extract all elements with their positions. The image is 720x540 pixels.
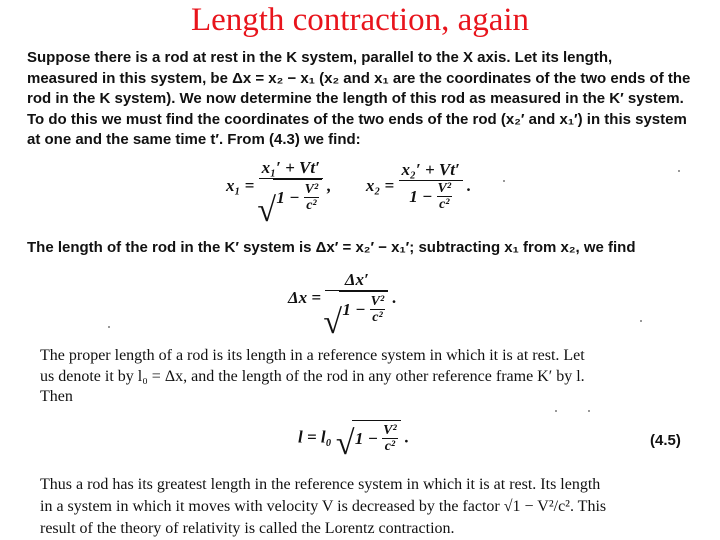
text-line: measured in this system, be Δx = x₂ − x₁ (x₂ and x₁ are the coordinates of the two ends of the: [27, 69, 691, 87]
equation-number: (4.5): [650, 432, 681, 449]
eq3-c-squared: c²: [384, 439, 396, 454]
equation-length-transform: [288, 270, 397, 326]
eq2-v-squared: V²: [370, 294, 385, 309]
scan-speck: [108, 326, 110, 328]
eq2-lhs: Δx =: [288, 288, 322, 307]
eq-v-squared: V²: [304, 182, 319, 197]
text-line: in a system in which it moves with velocity V is decreased by the factor √1 − V²/c². This: [40, 498, 607, 515]
eq3-v-squared: V²: [383, 423, 397, 438]
eq2-numerator: Δx′: [325, 270, 388, 291]
eq2-c-squared: c²: [372, 310, 383, 325]
eq-x1-lhs: x₁ =: [226, 176, 255, 195]
paragraph-subtract: [27, 238, 687, 259]
equation-coordinates: [226, 158, 471, 214]
scan-speck: [678, 170, 680, 172]
sqrt-sign: [338, 420, 401, 455]
eq-one-minus: 1 −: [276, 188, 300, 207]
text-line: The proper length of a rod is its length in a reference system in which it is at rest. Let: [40, 347, 585, 364]
equation-contraction: [298, 420, 409, 455]
scan-speck: [588, 410, 590, 412]
eq-x2-numerator: x₂′ + Vt′: [399, 160, 463, 181]
scan-speck: [640, 320, 642, 322]
text-line: Thus a rod has its greatest length in the reference system in which it is at rest. Its length: [40, 476, 601, 493]
paragraph-proper-length: [40, 346, 685, 408]
text-line: To do this we must find the coordinates of the two ends of the rod (x₂′ and x₁′) in this system: [27, 110, 687, 128]
eq2-one-minus: 1 −: [342, 300, 366, 319]
eq3-lhs: l = l₀: [298, 427, 332, 447]
slide-title: Length contraction, again: [190, 2, 530, 38]
paragraph-intro: [27, 48, 691, 151]
text-line: Suppose there is a rod at rest in the K system, parallel to the X axis. Let its length,: [27, 49, 613, 66]
eq-c-squared: c²: [439, 196, 450, 212]
eq3-end-period: .: [404, 427, 410, 447]
text-line: result of the theory of relativity is called the Lorentz contraction.: [40, 520, 455, 537]
eq-x2-fraction: [399, 160, 463, 213]
sqrt-sign: [259, 179, 322, 214]
eq-x1-numerator: x₁′ + Vt′: [259, 158, 323, 179]
eq-separator: ,: [327, 176, 332, 195]
eq-c-squared: c²: [306, 198, 317, 213]
eq-x2-lhs: x₂ =: [365, 176, 395, 195]
text-line: us denote it by l₀ = Δx, and the length of the rod in any other reference frame K′ by l.: [40, 367, 585, 385]
scan-speck: [555, 410, 557, 412]
sqrt-sign: [325, 291, 388, 326]
eq2-fraction: [325, 270, 388, 326]
eq3-one-minus: 1 −: [354, 429, 378, 448]
paragraph-conclusion: [40, 474, 688, 540]
text-line: The length of the rod in the K′ system is Δx′ = x₂′ − x₁′; subtracting x₁ from x₂, we find: [27, 239, 636, 256]
eq-x1-fraction: [259, 158, 323, 214]
eq-one-minus: 1 −: [409, 186, 433, 206]
eq2-end-period: .: [392, 288, 397, 307]
eq-end-period: .: [467, 176, 472, 195]
text-line: rod in the K system). We now determine the length of this rod as measured in the K′ system.: [27, 90, 684, 107]
scan-speck: [503, 180, 505, 182]
text-line: at one and the same time t′. From (4.3) we find:: [27, 131, 361, 148]
eq-v-squared: V²: [437, 180, 452, 196]
text-line: Then: [40, 388, 73, 405]
